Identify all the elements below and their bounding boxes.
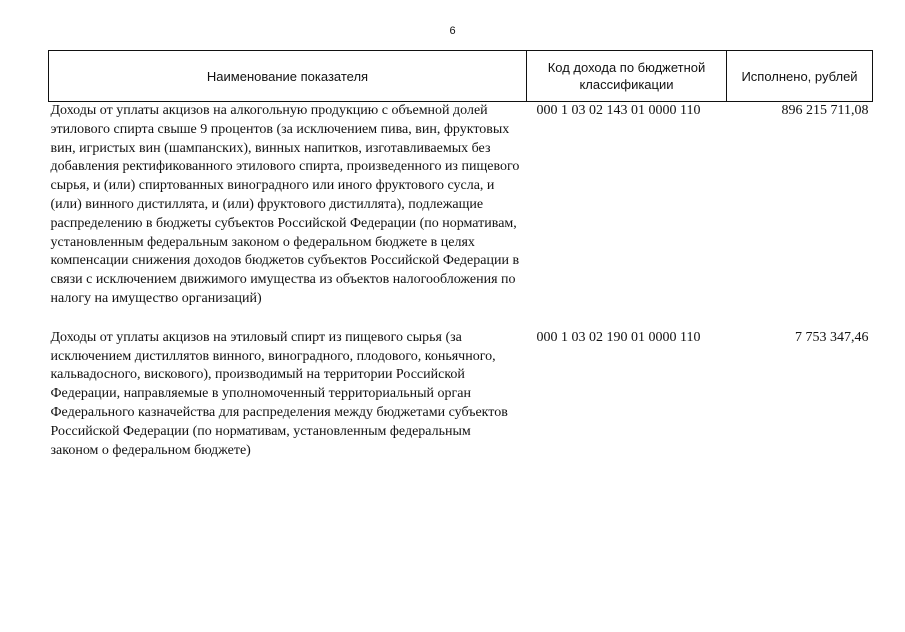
header-code: Код дохода по бюджетной классификации	[527, 51, 727, 102]
table-row	[49, 329, 873, 481]
table-row	[49, 102, 873, 329]
row-name: Доходы от уплаты акцизов на алкогольную продукцию с объемной долей этилового спирта свыше 9 процентов (за исключением пива, вин, фруктовых вин, игристых вин (шампанских), винных напитков, изготавливаемых без добавления ректификованного этилового спирта, произведенного из пищевого сырья, и (или) спиртованных виноградного или иного фруктового сусла, и (или) винного дистиллята, и (или) фруктового дистиллята), подлежащие распределению в бюджеты субъектов Российской Федерации (по нормативам, установленным федеральным законом о федеральном бюджете в целях компенсации снижения доходов бюджетов субъектов Российской Федерации в связи с исключением движимого имущества из объектов налогообложения по налогу на имущество организаций)	[50, 103, 520, 306]
row-name: Доходы от уплаты акцизов на этиловый спирт из пищевого сырья (за исключением дистиллятов винного, виноградного, плодового, коньячного, кальвадосного, вискового), производимый на территории Российской Федерации, направляемые в уполномоченный территориальный орган Федерального казначейства для распределения между бюджетами субъектов Российской Федерации (по нормативам, установленным федеральным законом о федеральном бюджете)	[50, 329, 508, 458]
row-code: 000 1 03 02 190 01 0000 110	[536, 329, 701, 345]
header-amount: Исполнено, рублей	[727, 51, 873, 102]
header-name: Наименование показателя	[49, 51, 527, 102]
row-amount: 896 215 711,08	[781, 103, 869, 118]
row-amount: 7 753 347,46	[795, 329, 869, 345]
row-code: 000 1 03 02 143 01 0000 110	[536, 103, 701, 118]
page-number: 6	[449, 25, 456, 37]
header-row	[49, 51, 873, 102]
report-table	[48, 50, 873, 480]
